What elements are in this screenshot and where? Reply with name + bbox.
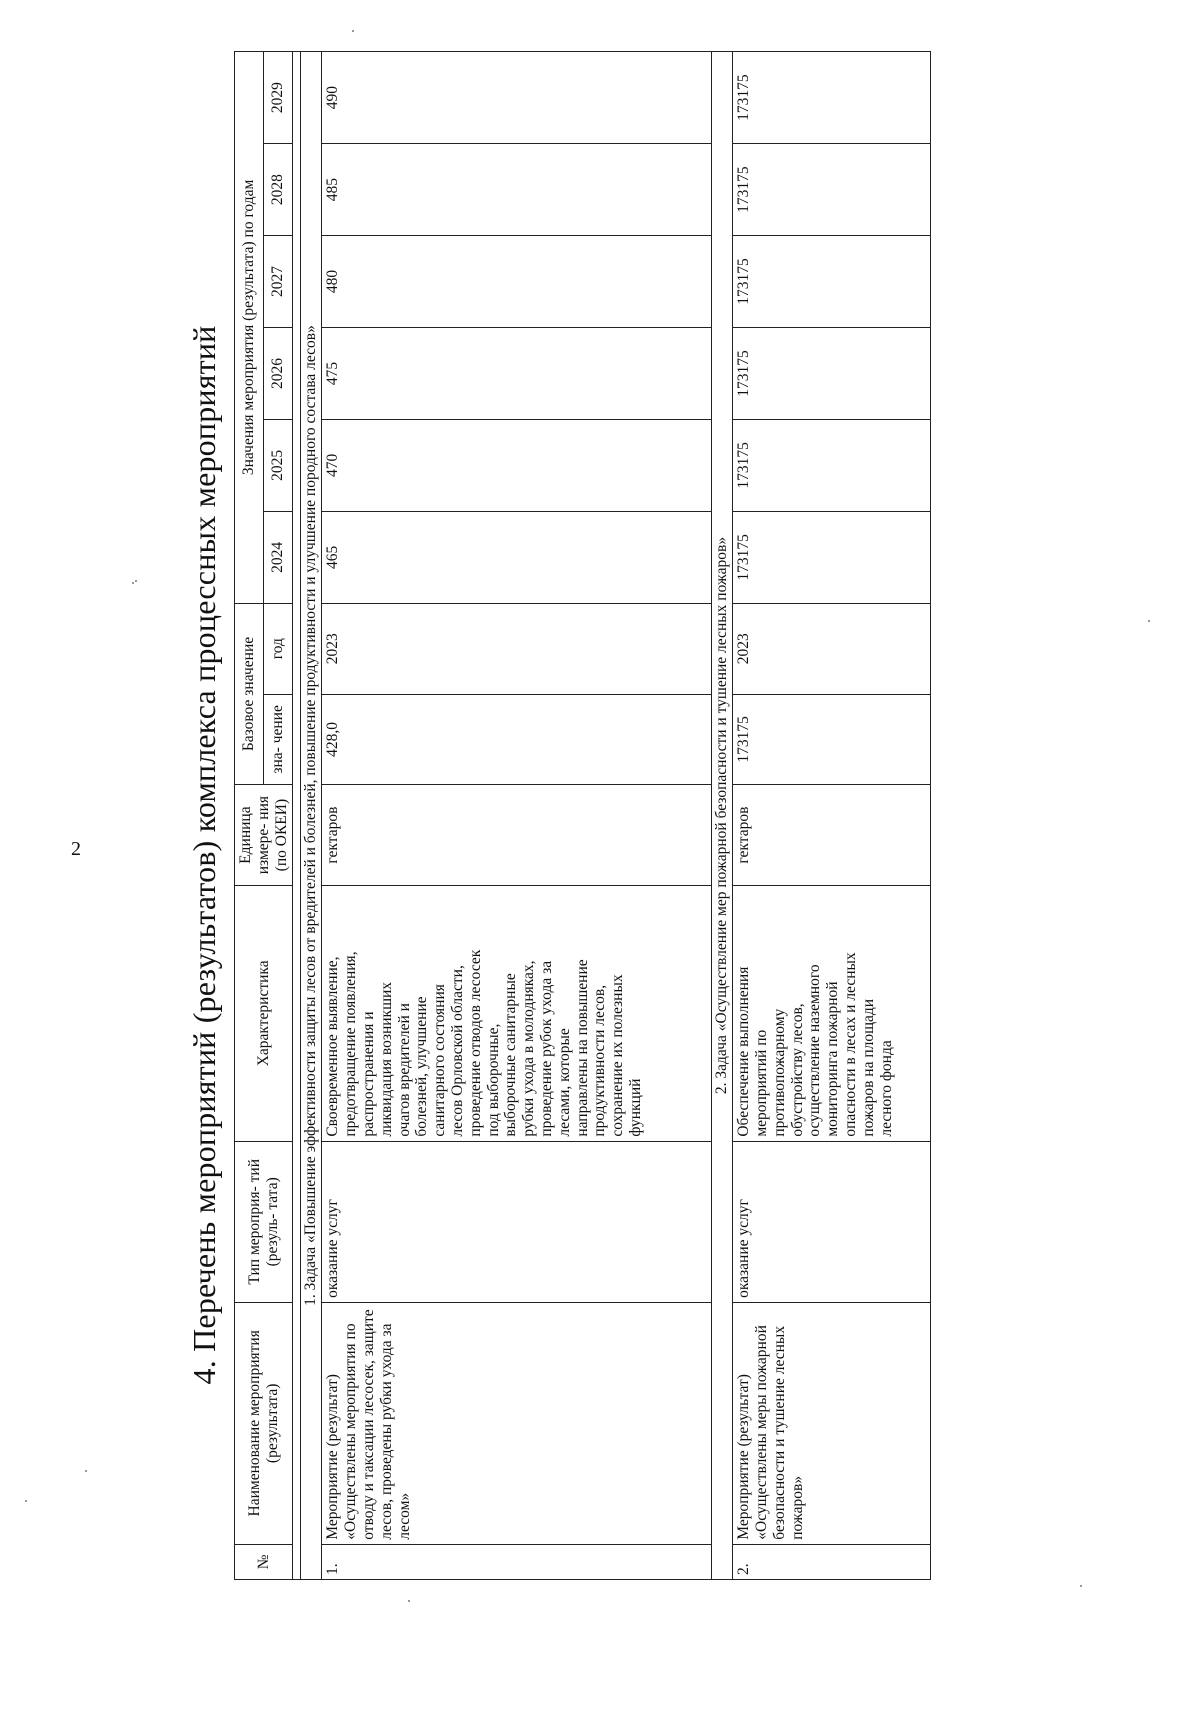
scan-speck <box>85 1470 87 1472</box>
task-title-row <box>301 52 322 1580</box>
header-characteristic: Характеристика <box>235 885 293 1141</box>
header-year: 2025 <box>264 419 293 511</box>
table-row <box>733 52 931 1580</box>
row-base-year: 2023 <box>733 603 931 694</box>
header-year: 2024 <box>264 511 293 603</box>
row-value: 490 <box>322 52 712 144</box>
page-number: 2 <box>71 838 81 860</box>
scan-speck <box>132 582 134 584</box>
row-unit: гектаров <box>733 785 931 886</box>
row-characteristic <box>733 885 931 1141</box>
row-no: 2. <box>733 1544 931 1579</box>
scan-speck <box>1148 620 1150 622</box>
header-row-1 <box>235 52 264 1580</box>
scan-speck <box>408 1600 410 1602</box>
row-value: 173175 <box>733 144 931 236</box>
row-base-value: 173175 <box>733 694 931 785</box>
row-name: Мероприятие (результат) «Осуществлены меры пожарной безопасности и тушение лесных пожаров» <box>733 1302 931 1544</box>
scan-speck <box>25 1500 27 1502</box>
row-value: 465 <box>322 511 712 603</box>
header-base-year: год <box>264 603 293 694</box>
header-year: 2029 <box>264 52 293 144</box>
scan-speck <box>135 580 137 582</box>
row-value: 173175 <box>733 511 931 603</box>
row-value: 173175 <box>733 328 931 420</box>
row-value: 173175 <box>733 52 931 144</box>
header-no: № <box>235 1544 293 1579</box>
task-title: 2. Задача «Осуществление мер пожарной безопасности и тушение лесных пожаров» <box>712 52 733 1580</box>
header-separator <box>293 52 301 1580</box>
row-type: оказание услуг <box>322 1141 712 1302</box>
header-base: Базовое значение <box>235 603 264 784</box>
header-year: 2028 <box>264 144 293 236</box>
task-title-row <box>712 52 733 1580</box>
header-year: 2027 <box>264 236 293 328</box>
row-name: Мероприятие (результат) «Осуществлены мероприятия по отводу и таксации лесосек, защите лесов, проведены рубки ухода за лесом» <box>322 1302 712 1544</box>
header-values-by-year: Значения мероприятия (результата) по годам <box>235 52 264 604</box>
row-value: 173175 <box>733 236 931 328</box>
row-base-year: 2023 <box>322 603 712 694</box>
row-value: 480 <box>322 236 712 328</box>
row-no: 1. <box>322 1544 712 1579</box>
scan-speck <box>352 30 354 32</box>
row-characteristic <box>322 885 712 1141</box>
table-row <box>322 52 712 1580</box>
scan-speck <box>1080 1585 1082 1587</box>
header-unit: Единица измере- ния (по ОКЕИ) <box>235 785 293 886</box>
measures-table <box>234 51 931 1580</box>
row-value: 173175 <box>733 419 931 511</box>
characteristic-text: Обеспечение выполнения мероприятий по противопожарному обустройству лесов, осуществление наземного мониторинга пожарной опасности в лесах и лесных пожаров на площади лесного фонда <box>735 952 895 1137</box>
row-type: оказание услуг <box>733 1141 931 1302</box>
task-title: 1. Задача «Повышение эффективности защиты лесов от вредителей и болезней, повышение продуктивности и улучшение породного состава лесов» <box>301 52 322 1580</box>
row-value: 470 <box>322 419 712 511</box>
characteristic-text: Своевременное выявление, предотвращение появления, распространения и ликвидация возникших очагов вредителей и болезней, улучшение санитарного состояния лесов Орловской области, проведение отводов лесосек под выборочные, выборочные санитарные рубки ухода в молодняках, проведение рубок ухода за лесами, которые направлены на повышение продуктивности лесов, сохранение их полезных функций <box>324 949 645 1137</box>
header-base-value: зна- чение <box>264 694 293 785</box>
row-value: 485 <box>322 144 712 236</box>
header-name: Наименование мероприятия (результата) <box>235 1302 293 1544</box>
document-title: 4. Перечень мероприятий (результатов) комплекса процессных мероприятий <box>186 325 222 1385</box>
row-base-value: 428,0 <box>322 694 712 785</box>
header-year: 2026 <box>264 328 293 420</box>
row-unit: гектаров <box>322 785 712 886</box>
separator-cell <box>293 52 301 1580</box>
header-type: Тип мероприя- тий (резуль- тата) <box>235 1141 293 1302</box>
row-value: 475 <box>322 328 712 420</box>
